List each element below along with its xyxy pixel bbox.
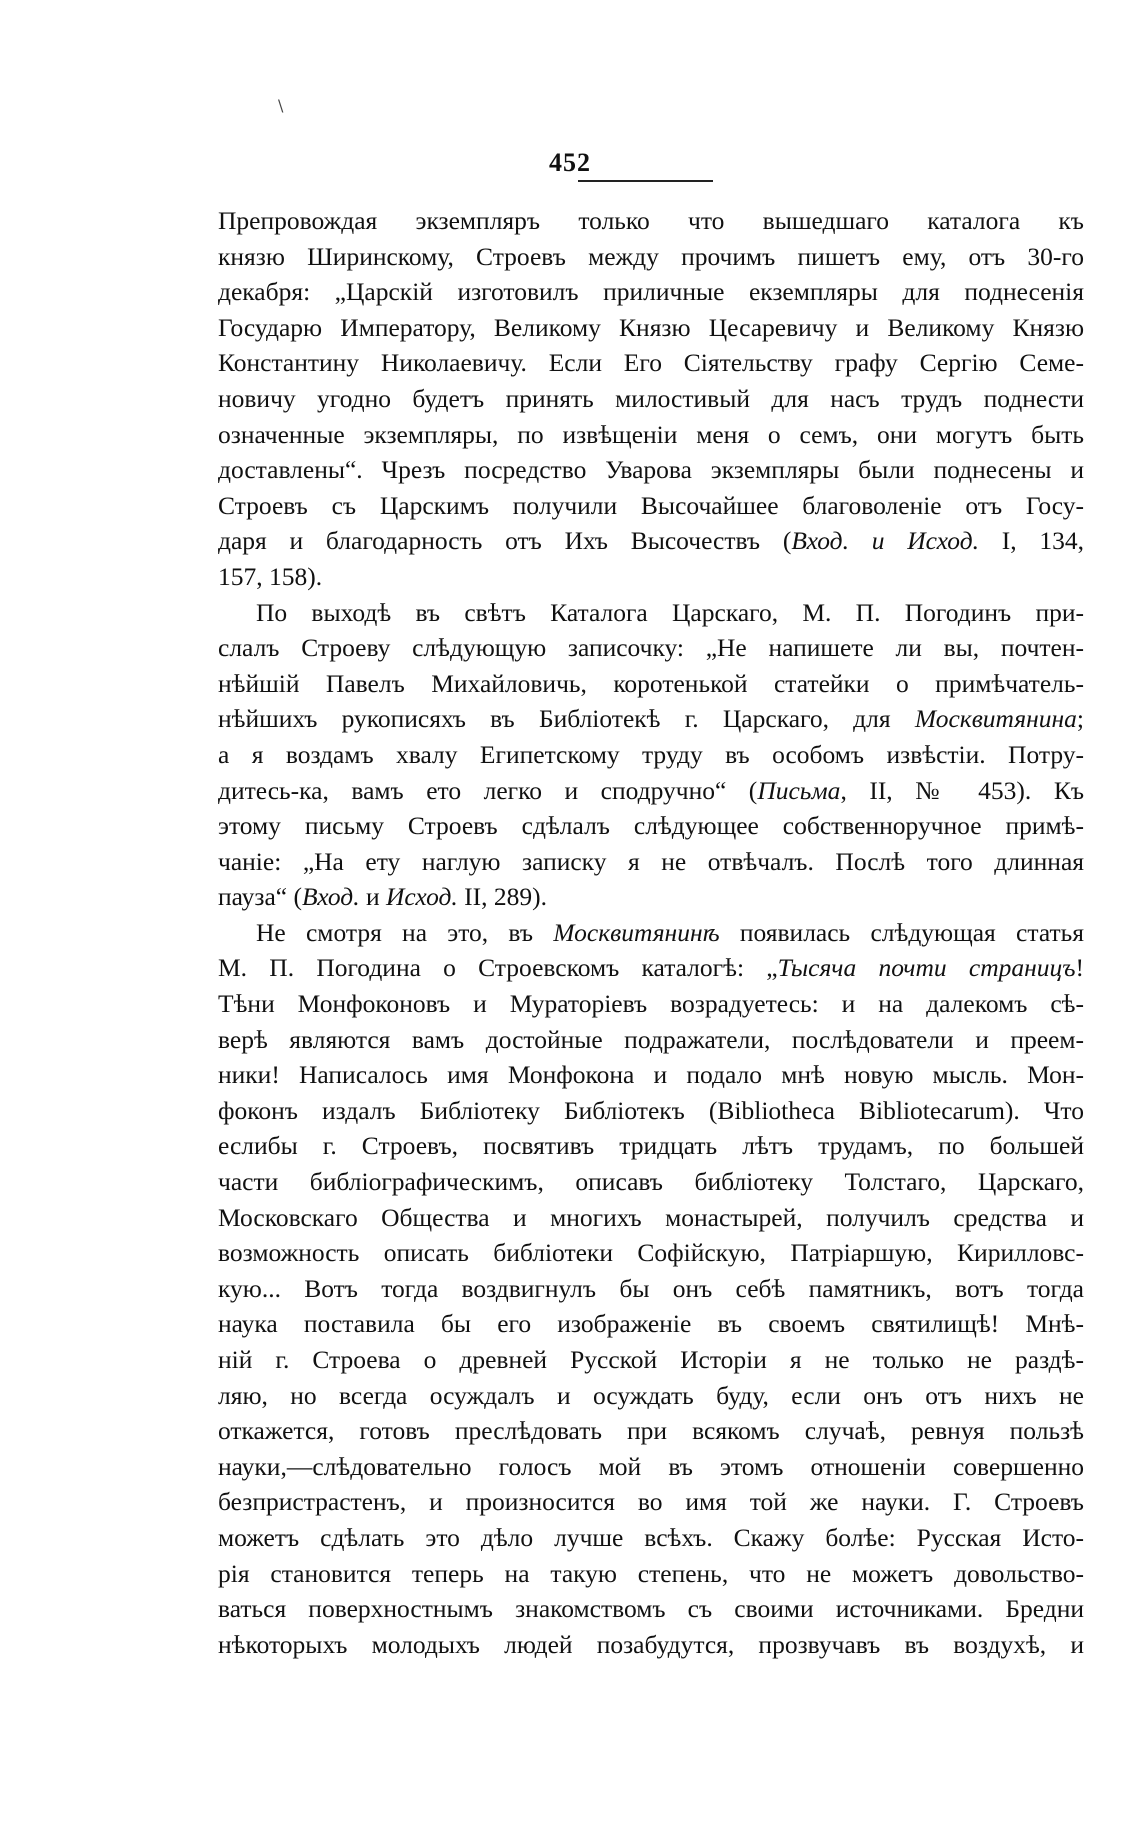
text-line: [218, 1164, 1084, 1200]
text-run: слалъ Строеву слѣдующую записочку: „Не напишете ли вы, почтен-: [218, 633, 1084, 663]
text-run: верѣ являются вамъ достойные подражатели, послѣдователи и преем-: [218, 1024, 1084, 1054]
text-line: [218, 950, 1084, 986]
text-run: фоконъ издалъ Библіотеку Библіотекъ (Bibliotheca Bibliotecarum). Что: [218, 1095, 1084, 1125]
text-run: появилась слѣдующая статья: [719, 917, 1084, 947]
text-line: [218, 773, 1084, 809]
text-run: II, 289).: [457, 882, 548, 912]
text-run: возможность описать библіотеки Софійскую, Патріаршую, Кирилловс-: [218, 1238, 1084, 1268]
text-run: и: [359, 882, 386, 912]
text-run: ники! Написалось имя Монфокона и подало мнѣ новую мысль. Мон-: [218, 1060, 1084, 1090]
text-line: [218, 1093, 1084, 1129]
text-run: 157, 158).: [218, 561, 323, 591]
text-line: [218, 417, 1084, 453]
text-run: Строевъ съ Царскимъ получили Высочайшее благоволеніе отъ Госу-: [218, 490, 1084, 520]
text-line: [218, 452, 1084, 488]
text-run: безпристрастенъ, и произносится во имя той же науки. Г. Строевъ: [218, 1487, 1084, 1517]
text-run: ваться поверхностнымъ знакомствомъ съ своими источниками. Бредни: [218, 1594, 1084, 1624]
text-line: [218, 737, 1084, 773]
text-run: , II, № 453). Къ: [840, 775, 1085, 805]
text-run: этому письму Строевъ сдѣлалъ слѣдующее собственноручное примѣ-: [218, 811, 1084, 841]
text-line: [218, 879, 1084, 915]
text-line: [218, 1484, 1084, 1520]
text-run: науки,—слѣдовательно голосъ мой въ этомъ отношеніи совершенно: [218, 1451, 1084, 1481]
text-run: доставлены“. Чрезъ посредство Уварова экземпляры были поднесены и: [218, 455, 1084, 485]
text-line: [218, 274, 1084, 310]
text-run: Тѣни Монфоконовъ и Мураторіевъ возрадуетесь: и на далекомъ сѣ-: [218, 989, 1084, 1019]
text-line: [218, 595, 1084, 631]
text-line: [218, 1022, 1084, 1058]
text-run: I, 134,: [978, 526, 1084, 556]
text-run: еслибы г. Строевъ, посвятивъ тридцать лѣтъ трудамъ, по большей: [218, 1131, 1084, 1161]
text-run: пауза“ (: [218, 882, 302, 912]
text-line: [218, 701, 1084, 737]
text-run: можетъ сдѣлать это дѣло лучше всѣхъ. Скажу болѣе: Русская Исто-: [218, 1522, 1084, 1552]
text-run: части библіографическимъ, описавъ библіотеку Толстаго, Царскаго,: [218, 1167, 1084, 1197]
text-line: [218, 808, 1084, 844]
text-run: ;: [1076, 704, 1084, 734]
text-line: [218, 239, 1084, 275]
text-run: Государю Императору, Великому Князю Цесаревичу и Великому Князю: [218, 312, 1084, 342]
text-line: [218, 630, 1084, 666]
text-run: По выходѣ въ свѣтъ Каталога Царскаго, М. П. Погодинъ при-: [256, 597, 1084, 627]
text-run: нѣкоторыхъ молодыхъ людей позабудутся, прозвучавъ въ воздухѣ, и: [218, 1629, 1084, 1659]
text-line: [218, 1235, 1084, 1271]
italic-citation: Исход.: [386, 882, 458, 912]
text-run: Московскаго Общества и многихъ монастырей, получилъ средства и: [218, 1202, 1084, 1232]
text-run: наука поставила бы его изображеніе въ своемъ святилищѣ! Мнѣ-: [218, 1309, 1084, 1339]
text-line: [218, 1591, 1084, 1627]
text-line: [218, 523, 1084, 559]
text-run: Константину Николаевичу. Если Его Сіятельству графу Сергію Семе-: [218, 348, 1084, 378]
text-run: откажется, готовъ преслѣдовать при всякомъ случаѣ, ревнуя пользѣ: [218, 1416, 1084, 1446]
text-run: даря и благодарность отъ Ихъ Высочествъ (: [218, 526, 792, 556]
text-line: [218, 666, 1084, 702]
text-line: [218, 1200, 1084, 1236]
text-line: [218, 1449, 1084, 1485]
text-line: [218, 381, 1084, 417]
text-line: [218, 1271, 1084, 1307]
italic-citation: Письма: [757, 775, 841, 805]
text-run: нѣйшихъ рукописяхъ въ Библіотекѣ г. Царскаго, для: [218, 704, 915, 734]
italic-citation: Вход.: [302, 882, 360, 912]
text-run: Не смотря на это, въ: [256, 917, 554, 947]
text-line: [218, 345, 1084, 381]
text-line: [218, 559, 1084, 595]
page-number: 452: [549, 148, 591, 177]
text-run: означенные экземпляры, по извѣщеніи меня о семъ, они могутъ быть: [218, 419, 1084, 449]
text-run: М. П. Погодина о Строевскомъ каталогѣ: „: [218, 953, 778, 983]
text-line: [218, 1306, 1084, 1342]
text-run: ляю, но всегда осуждалъ и осуждать буду, если онъ отъ нихъ не: [218, 1380, 1084, 1410]
text-line: [218, 1342, 1084, 1378]
text-line: [218, 986, 1084, 1022]
text-line: [218, 1413, 1084, 1449]
text-run: рія становится теперь на такую степень, что не можетъ довольство-: [218, 1558, 1084, 1588]
text-line: [218, 1378, 1084, 1414]
text-run: а я воздамъ хвалу Египетскому труду въ особомъ извѣстіи. Потру-: [218, 739, 1084, 769]
text-run: декабря: „Царскій изготовилъ приличные екземпляры для поднесенія: [218, 277, 1084, 307]
text-run: ній г. Строева о древней Русской Исторіи я не только не раздѣ-: [218, 1345, 1084, 1374]
page-number-rule: [578, 180, 713, 182]
text-run: кую... Вотъ тогда воздвигнулъ бы онъ себѣ памятникъ, вотъ тогда: [218, 1273, 1084, 1303]
text-line: [218, 488, 1084, 524]
italic-citation: Москвитянинѣ: [553, 917, 720, 947]
text-run: нѣйшій Павелъ Михайловичь, коротенькой статейки о примѣчатель-: [218, 668, 1084, 698]
text-line: [218, 310, 1084, 346]
text-line: [218, 844, 1084, 880]
italic-citation: Вход. и Исход.: [791, 526, 979, 556]
text-line: [218, 1057, 1084, 1093]
text-line: [218, 1627, 1084, 1663]
italic-citation: Москвитянина: [914, 704, 1077, 734]
text-run: дитесь-ка, вамъ ето легко и сподручно“ (: [218, 775, 758, 805]
body-text: [218, 203, 1084, 1662]
text-run: новичу угодно будетъ принять милостивый для насъ трудъ поднести: [218, 383, 1084, 413]
text-line: [218, 203, 1084, 239]
text-run: князю Ширинскому, Строевъ между прочимъ пишетъ ему, отъ 30-го: [218, 241, 1084, 271]
text-run: Препровождая экземпляръ только что вышедшаго каталога къ: [218, 206, 1084, 235]
text-line: [218, 915, 1084, 951]
text-line: [218, 1556, 1084, 1592]
text-line: [218, 1520, 1084, 1556]
text-run: чаніе: „На ету наглую записку я не отвѣчалъ. Послѣ того длинная: [218, 846, 1084, 876]
text-line: [218, 1128, 1084, 1164]
italic-citation: Тысяча почти страницъ: [777, 953, 1076, 983]
text-run: !: [1075, 953, 1084, 983]
stray-mark: \: [278, 96, 284, 115]
